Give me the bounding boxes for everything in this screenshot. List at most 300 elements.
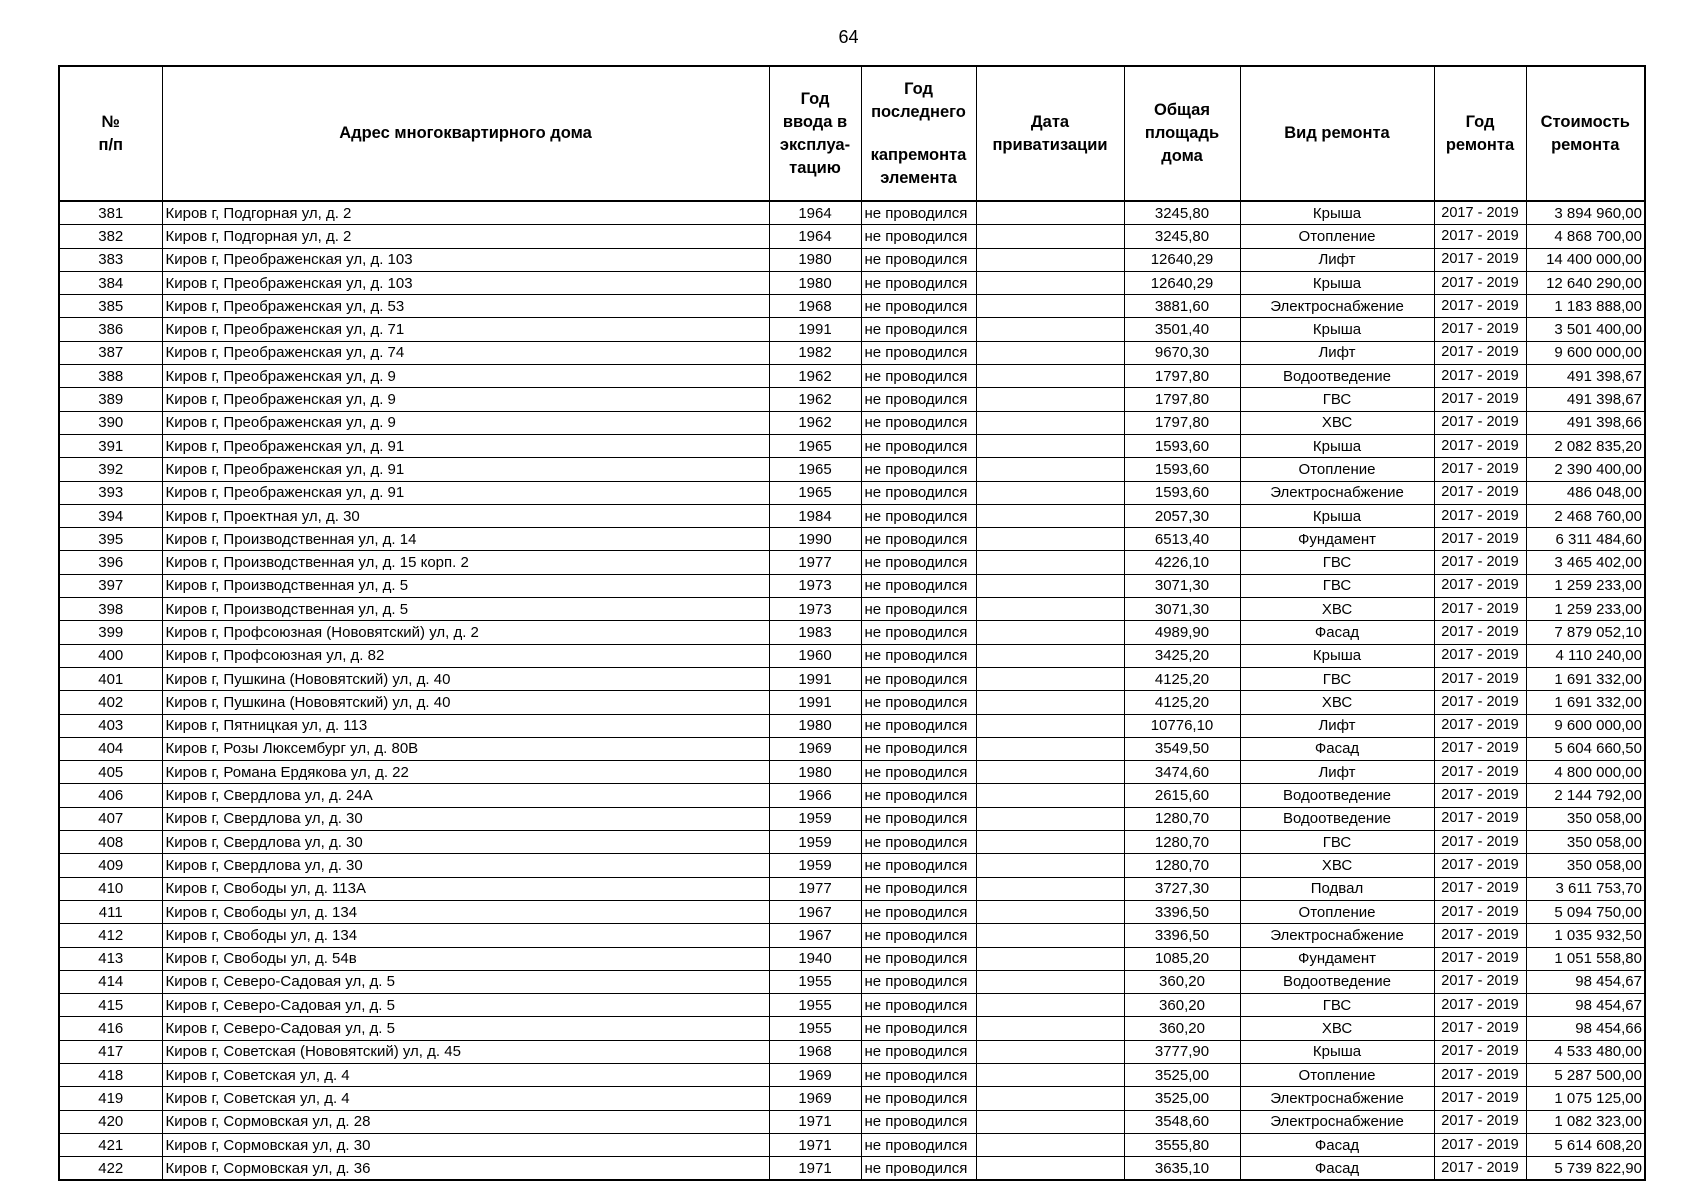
cell-last-repair: не проводился <box>861 1017 976 1040</box>
table-row <box>59 1133 1645 1156</box>
cell-year-commission: 1983 <box>769 621 861 644</box>
cell-last-repair: не проводился <box>861 271 976 294</box>
cell-privatization <box>976 1133 1124 1156</box>
cell-area: 3881,60 <box>1124 295 1240 318</box>
cell-privatization <box>976 225 1124 248</box>
cell-last-repair: не проводился <box>861 667 976 690</box>
cell-cost: 1 075 125,00 <box>1526 1087 1645 1110</box>
cell-repair-year: 2017 - 2019 <box>1434 644 1526 667</box>
cell-repair-type: ХВС <box>1240 1017 1434 1040</box>
cell-year-commission: 1955 <box>769 994 861 1017</box>
cell-year-commission: 1964 <box>769 201 861 225</box>
cell-year-commission: 1955 <box>769 1017 861 1040</box>
cell-address: Киров г, Преображенская ул, д. 103 <box>162 271 769 294</box>
cell-address: Киров г, Советская (Нововятский) ул, д. 45 <box>162 1040 769 1063</box>
table-row <box>59 574 1645 597</box>
cell-repair-year: 2017 - 2019 <box>1434 877 1526 900</box>
cell-num: 384 <box>59 271 162 294</box>
cell-cost: 3 894 960,00 <box>1526 201 1645 225</box>
table-row <box>59 598 1645 621</box>
cell-repair-type: Электроснабжение <box>1240 1110 1434 1133</box>
cell-repair-type: Отопление <box>1240 458 1434 481</box>
cell-repair-year: 2017 - 2019 <box>1434 458 1526 481</box>
cell-repair-year: 2017 - 2019 <box>1434 318 1526 341</box>
cell-num: 418 <box>59 1063 162 1086</box>
cell-address: Киров г, Проектная ул, д. 30 <box>162 504 769 527</box>
cell-repair-type: Электроснабжение <box>1240 481 1434 504</box>
table-row <box>59 248 1645 271</box>
cell-cost: 1 082 323,00 <box>1526 1110 1645 1133</box>
cell-last-repair: не проводился <box>861 411 976 434</box>
cell-cost: 4 868 700,00 <box>1526 225 1645 248</box>
cell-repair-type: Фундамент <box>1240 528 1434 551</box>
cell-area: 1593,60 <box>1124 434 1240 457</box>
cell-last-repair: не проводился <box>861 970 976 993</box>
cell-last-repair: не проводился <box>861 528 976 551</box>
cell-last-repair: не проводился <box>861 1087 976 1110</box>
cell-num: 410 <box>59 877 162 900</box>
cell-area: 3396,50 <box>1124 900 1240 923</box>
cell-repair-year: 2017 - 2019 <box>1434 667 1526 690</box>
cell-year-commission: 1962 <box>769 388 861 411</box>
cell-num: 389 <box>59 388 162 411</box>
cell-year-commission: 1990 <box>769 528 861 551</box>
table-row <box>59 994 1645 1017</box>
cell-area: 3777,90 <box>1124 1040 1240 1063</box>
cell-repair-year: 2017 - 2019 <box>1434 551 1526 574</box>
cell-address: Киров г, Преображенская ул, д. 91 <box>162 481 769 504</box>
cell-cost: 4 110 240,00 <box>1526 644 1645 667</box>
cell-num: 415 <box>59 994 162 1017</box>
cell-privatization <box>976 1063 1124 1086</box>
cell-num: 411 <box>59 900 162 923</box>
cell-area: 3396,50 <box>1124 924 1240 947</box>
table-row <box>59 1063 1645 1086</box>
cell-num: 386 <box>59 318 162 341</box>
cell-privatization <box>976 714 1124 737</box>
cell-address: Киров г, Северо-Садовая ул, д. 5 <box>162 970 769 993</box>
cell-repair-type: Крыша <box>1240 201 1434 225</box>
cell-area: 360,20 <box>1124 1017 1240 1040</box>
cell-repair-year: 2017 - 2019 <box>1434 598 1526 621</box>
header-area: Общая площадь дома <box>1124 66 1240 201</box>
cell-repair-type: Фасад <box>1240 621 1434 644</box>
cell-cost: 491 398,67 <box>1526 388 1645 411</box>
header-address: Адрес многоквартирного дома <box>162 66 769 201</box>
cell-repair-year: 2017 - 2019 <box>1434 691 1526 714</box>
cell-repair-type: Фасад <box>1240 1133 1434 1156</box>
cell-num: 393 <box>59 481 162 504</box>
table-row <box>59 644 1645 667</box>
cell-area: 6513,40 <box>1124 528 1240 551</box>
cell-address: Киров г, Сормовская ул, д. 30 <box>162 1133 769 1156</box>
header-privatization: Дата приватизации <box>976 66 1124 201</box>
cell-address: Киров г, Северо-Садовая ул, д. 5 <box>162 1017 769 1040</box>
cell-num: 413 <box>59 947 162 970</box>
cell-num: 409 <box>59 854 162 877</box>
cell-repair-year: 2017 - 2019 <box>1434 737 1526 760</box>
cell-privatization <box>976 807 1124 830</box>
cell-repair-type: Электроснабжение <box>1240 1087 1434 1110</box>
cell-privatization <box>976 761 1124 784</box>
cell-repair-year: 2017 - 2019 <box>1434 1133 1526 1156</box>
table-row <box>59 341 1645 364</box>
cell-num: 383 <box>59 248 162 271</box>
cell-last-repair: не проводился <box>861 434 976 457</box>
table-row <box>59 434 1645 457</box>
cell-year-commission: 1940 <box>769 947 861 970</box>
cell-area: 3555,80 <box>1124 1133 1240 1156</box>
table-row <box>59 295 1645 318</box>
cell-year-commission: 1964 <box>769 225 861 248</box>
cell-repair-year: 2017 - 2019 <box>1434 434 1526 457</box>
cell-last-repair: не проводился <box>861 994 976 1017</box>
cell-repair-year: 2017 - 2019 <box>1434 341 1526 364</box>
cell-repair-type: Крыша <box>1240 318 1434 341</box>
cell-repair-year: 2017 - 2019 <box>1434 504 1526 527</box>
cell-privatization <box>976 504 1124 527</box>
cell-last-repair: не проводился <box>861 807 976 830</box>
table-row <box>59 784 1645 807</box>
cell-year-commission: 1991 <box>769 667 861 690</box>
cell-repair-type: Фасад <box>1240 737 1434 760</box>
cell-year-commission: 1967 <box>769 924 861 947</box>
cell-repair-year: 2017 - 2019 <box>1434 807 1526 830</box>
cell-cost: 350 058,00 <box>1526 831 1645 854</box>
table-row <box>59 388 1645 411</box>
cell-repair-type: Отопление <box>1240 1063 1434 1086</box>
cell-area: 4989,90 <box>1124 621 1240 644</box>
cell-area: 4125,20 <box>1124 691 1240 714</box>
cell-num: 419 <box>59 1087 162 1110</box>
cell-privatization <box>976 1040 1124 1063</box>
cell-cost: 5 604 660,50 <box>1526 737 1645 760</box>
cell-year-commission: 1980 <box>769 271 861 294</box>
cell-repair-year: 2017 - 2019 <box>1434 714 1526 737</box>
cell-last-repair: не проводился <box>861 831 976 854</box>
cell-num: 412 <box>59 924 162 947</box>
cell-num: 416 <box>59 1017 162 1040</box>
cell-privatization <box>976 667 1124 690</box>
cell-area: 3525,00 <box>1124 1063 1240 1086</box>
cell-repair-type: ГВС <box>1240 994 1434 1017</box>
cell-repair-type: Крыша <box>1240 1040 1434 1063</box>
cell-year-commission: 1965 <box>769 434 861 457</box>
cell-privatization <box>976 481 1124 504</box>
cell-address: Киров г, Свердлова ул, д. 30 <box>162 831 769 854</box>
cell-last-repair: не проводился <box>861 574 976 597</box>
cell-repair-type: Водоотведение <box>1240 970 1434 993</box>
cell-num: 405 <box>59 761 162 784</box>
page-number: 64 <box>838 27 859 47</box>
cell-cost: 5 094 750,00 <box>1526 900 1645 923</box>
cell-repair-year: 2017 - 2019 <box>1434 271 1526 294</box>
cell-address: Киров г, Советская ул, д. 4 <box>162 1087 769 1110</box>
cell-num: 392 <box>59 458 162 481</box>
cell-last-repair: не проводился <box>861 201 976 225</box>
cell-cost: 1 259 233,00 <box>1526 574 1645 597</box>
cell-cost: 5 287 500,00 <box>1526 1063 1645 1086</box>
cell-area: 9670,30 <box>1124 341 1240 364</box>
cell-last-repair: не проводился <box>861 481 976 504</box>
cell-num: 394 <box>59 504 162 527</box>
cell-area: 12640,29 <box>1124 271 1240 294</box>
table-row <box>59 877 1645 900</box>
cell-address: Киров г, Преображенская ул, д. 9 <box>162 411 769 434</box>
header-row <box>59 66 1645 201</box>
cell-year-commission: 1984 <box>769 504 861 527</box>
cell-privatization <box>976 598 1124 621</box>
cell-num: 400 <box>59 644 162 667</box>
cell-last-repair: не проводился <box>861 1063 976 1086</box>
cell-year-commission: 1965 <box>769 458 861 481</box>
cell-last-repair: не проводился <box>861 737 976 760</box>
cell-repair-type: Подвал <box>1240 877 1434 900</box>
cell-area: 1280,70 <box>1124 807 1240 830</box>
cell-repair-type: Крыша <box>1240 504 1434 527</box>
cell-privatization <box>976 621 1124 644</box>
cell-cost: 6 311 484,60 <box>1526 528 1645 551</box>
cell-area: 3501,40 <box>1124 318 1240 341</box>
cell-year-commission: 1973 <box>769 574 861 597</box>
cell-num: 421 <box>59 1133 162 1156</box>
cell-address: Киров г, Свободы ул, д. 113А <box>162 877 769 900</box>
cell-last-repair: не проводился <box>861 598 976 621</box>
cell-cost: 98 454,66 <box>1526 1017 1645 1040</box>
header-cost: Стоимость ремонта <box>1526 66 1645 201</box>
cell-privatization <box>976 434 1124 457</box>
cell-address: Киров г, Преображенская ул, д. 91 <box>162 434 769 457</box>
cell-num: 388 <box>59 365 162 388</box>
cell-privatization <box>976 854 1124 877</box>
cell-repair-type: Лифт <box>1240 714 1434 737</box>
cell-last-repair: не проводился <box>861 1110 976 1133</box>
cell-repair-type: Крыша <box>1240 434 1434 457</box>
cell-cost: 3 611 753,70 <box>1526 877 1645 900</box>
cell-num: 398 <box>59 598 162 621</box>
table-row <box>59 411 1645 434</box>
cell-year-commission: 1980 <box>769 761 861 784</box>
cell-repair-type: ГВС <box>1240 831 1434 854</box>
cell-last-repair: не проводился <box>861 644 976 667</box>
cell-address: Киров г, Производственная ул, д. 5 <box>162 598 769 621</box>
cell-cost: 2 468 760,00 <box>1526 504 1645 527</box>
table-row <box>59 691 1645 714</box>
cell-address: Киров г, Сормовская ул, д. 28 <box>162 1110 769 1133</box>
cell-privatization <box>976 528 1124 551</box>
cell-cost: 5 739 822,90 <box>1526 1157 1645 1181</box>
cell-repair-year: 2017 - 2019 <box>1434 947 1526 970</box>
cell-last-repair: не проводился <box>861 924 976 947</box>
cell-repair-type: ГВС <box>1240 551 1434 574</box>
cell-cost: 3 465 402,00 <box>1526 551 1645 574</box>
cell-repair-type: Фасад <box>1240 1157 1434 1181</box>
cell-area: 10776,10 <box>1124 714 1240 737</box>
cell-repair-type: Электроснабжение <box>1240 295 1434 318</box>
cell-repair-type: Отопление <box>1240 900 1434 923</box>
cell-repair-year: 2017 - 2019 <box>1434 1087 1526 1110</box>
cell-year-commission: 1971 <box>769 1110 861 1133</box>
cell-year-commission: 1980 <box>769 248 861 271</box>
cell-repair-type: Водоотведение <box>1240 784 1434 807</box>
cell-area: 1797,80 <box>1124 365 1240 388</box>
cell-address: Киров г, Свободы ул, д. 54в <box>162 947 769 970</box>
cell-repair-year: 2017 - 2019 <box>1434 1017 1526 1040</box>
cell-cost: 4 533 480,00 <box>1526 1040 1645 1063</box>
cell-repair-year: 2017 - 2019 <box>1434 1040 1526 1063</box>
cell-repair-year: 2017 - 2019 <box>1434 994 1526 1017</box>
cell-address: Киров г, Производственная ул, д. 5 <box>162 574 769 597</box>
cell-privatization <box>976 900 1124 923</box>
cell-address: Киров г, Сормовская ул, д. 36 <box>162 1157 769 1181</box>
table-row <box>59 831 1645 854</box>
cell-area: 1085,20 <box>1124 947 1240 970</box>
cell-address: Киров г, Преображенская ул, д. 103 <box>162 248 769 271</box>
cell-repair-type: ХВС <box>1240 411 1434 434</box>
cell-year-commission: 1960 <box>769 644 861 667</box>
cell-privatization <box>976 994 1124 1017</box>
cell-cost: 9 600 000,00 <box>1526 714 1645 737</box>
cell-num: 402 <box>59 691 162 714</box>
cell-area: 1280,70 <box>1124 831 1240 854</box>
cell-cost: 491 398,67 <box>1526 365 1645 388</box>
cell-last-repair: не проводился <box>861 1157 976 1181</box>
cell-year-commission: 1959 <box>769 854 861 877</box>
cell-num: 422 <box>59 1157 162 1181</box>
cell-address: Киров г, Свободы ул, д. 134 <box>162 924 769 947</box>
header-num: № п/п <box>59 66 162 201</box>
cell-repair-year: 2017 - 2019 <box>1434 831 1526 854</box>
cell-num: 404 <box>59 737 162 760</box>
cell-privatization <box>976 644 1124 667</box>
table-row <box>59 621 1645 644</box>
table-row <box>59 737 1645 760</box>
cell-repair-type: ХВС <box>1240 691 1434 714</box>
cell-num: 396 <box>59 551 162 574</box>
cell-area: 3071,30 <box>1124 598 1240 621</box>
cell-repair-type: Водоотведение <box>1240 365 1434 388</box>
cell-area: 3474,60 <box>1124 761 1240 784</box>
cell-cost: 5 614 608,20 <box>1526 1133 1645 1156</box>
cell-repair-year: 2017 - 2019 <box>1434 295 1526 318</box>
cell-last-repair: не проводился <box>861 1040 976 1063</box>
table-row <box>59 551 1645 574</box>
cell-area: 3071,30 <box>1124 574 1240 597</box>
cell-area: 3525,00 <box>1124 1087 1240 1110</box>
cell-year-commission: 1955 <box>769 970 861 993</box>
cell-repair-year: 2017 - 2019 <box>1434 761 1526 784</box>
cell-address: Киров г, Свердлова ул, д. 30 <box>162 807 769 830</box>
cell-privatization <box>976 1110 1124 1133</box>
cell-num: 382 <box>59 225 162 248</box>
cell-address: Киров г, Пушкина (Нововятский) ул, д. 40 <box>162 667 769 690</box>
cell-year-commission: 1971 <box>769 1157 861 1181</box>
cell-address: Киров г, Советская ул, д. 4 <box>162 1063 769 1086</box>
cell-repair-year: 2017 - 2019 <box>1434 1157 1526 1181</box>
cell-area: 3245,80 <box>1124 225 1240 248</box>
cell-privatization <box>976 271 1124 294</box>
table-row <box>59 807 1645 830</box>
cell-repair-year: 2017 - 2019 <box>1434 528 1526 551</box>
table-row <box>59 1017 1645 1040</box>
table-row <box>59 225 1645 248</box>
cell-cost: 350 058,00 <box>1526 807 1645 830</box>
cell-last-repair: не проводился <box>861 248 976 271</box>
table-row <box>59 1110 1645 1133</box>
cell-address: Киров г, Розы Люксембург ул, д. 80В <box>162 737 769 760</box>
cell-num: 408 <box>59 831 162 854</box>
cell-area: 360,20 <box>1124 970 1240 993</box>
cell-address: Киров г, Преображенская ул, д. 71 <box>162 318 769 341</box>
cell-privatization <box>976 947 1124 970</box>
table-row <box>59 854 1645 877</box>
cell-cost: 98 454,67 <box>1526 994 1645 1017</box>
cell-repair-year: 2017 - 2019 <box>1434 784 1526 807</box>
cell-last-repair: не проводился <box>861 458 976 481</box>
cell-area: 1280,70 <box>1124 854 1240 877</box>
table-row <box>59 1087 1645 1110</box>
cell-address: Киров г, Пушкина (Нововятский) ул, д. 40 <box>162 691 769 714</box>
cell-cost: 3 501 400,00 <box>1526 318 1645 341</box>
cell-num: 399 <box>59 621 162 644</box>
cell-privatization <box>976 691 1124 714</box>
cell-num: 406 <box>59 784 162 807</box>
cell-cost: 98 454,67 <box>1526 970 1645 993</box>
cell-repair-type: Крыша <box>1240 271 1434 294</box>
cell-repair-type: ГВС <box>1240 388 1434 411</box>
cell-address: Киров г, Преображенская ул, д. 91 <box>162 458 769 481</box>
table-row <box>59 714 1645 737</box>
cell-last-repair: не проводился <box>861 365 976 388</box>
cell-privatization <box>976 877 1124 900</box>
cell-last-repair: не проводился <box>861 947 976 970</box>
header-last-repair: Год последнего капремонта элемента <box>861 66 976 201</box>
cell-year-commission: 1959 <box>769 831 861 854</box>
cell-privatization <box>976 970 1124 993</box>
cell-num: 417 <box>59 1040 162 1063</box>
cell-privatization <box>976 831 1124 854</box>
cell-privatization <box>976 201 1124 225</box>
table-row <box>59 201 1645 225</box>
cell-cost: 7 879 052,10 <box>1526 621 1645 644</box>
cell-privatization <box>976 1157 1124 1181</box>
cell-cost: 2 390 400,00 <box>1526 458 1645 481</box>
cell-repair-type: Лифт <box>1240 248 1434 271</box>
cell-num: 397 <box>59 574 162 597</box>
cell-year-commission: 1969 <box>769 737 861 760</box>
cell-repair-type: Фундамент <box>1240 947 1434 970</box>
cell-last-repair: не проводился <box>861 1133 976 1156</box>
cell-repair-year: 2017 - 2019 <box>1434 970 1526 993</box>
cell-address: Киров г, Производственная ул, д. 15 корп. 2 <box>162 551 769 574</box>
cell-address: Киров г, Производственная ул, д. 14 <box>162 528 769 551</box>
cell-address: Киров г, Романа Ердякова ул, д. 22 <box>162 761 769 784</box>
cell-year-commission: 1973 <box>769 598 861 621</box>
cell-num: 391 <box>59 434 162 457</box>
cell-repair-year: 2017 - 2019 <box>1434 854 1526 877</box>
cell-privatization <box>976 551 1124 574</box>
cell-repair-type: Лифт <box>1240 341 1434 364</box>
cell-last-repair: не проводился <box>861 388 976 411</box>
cell-year-commission: 1962 <box>769 411 861 434</box>
table-row <box>59 761 1645 784</box>
cell-privatization <box>976 784 1124 807</box>
cell-year-commission: 1982 <box>769 341 861 364</box>
cell-privatization <box>976 924 1124 947</box>
cell-area: 3549,50 <box>1124 737 1240 760</box>
cell-cost: 1 691 332,00 <box>1526 667 1645 690</box>
cell-num: 420 <box>59 1110 162 1133</box>
